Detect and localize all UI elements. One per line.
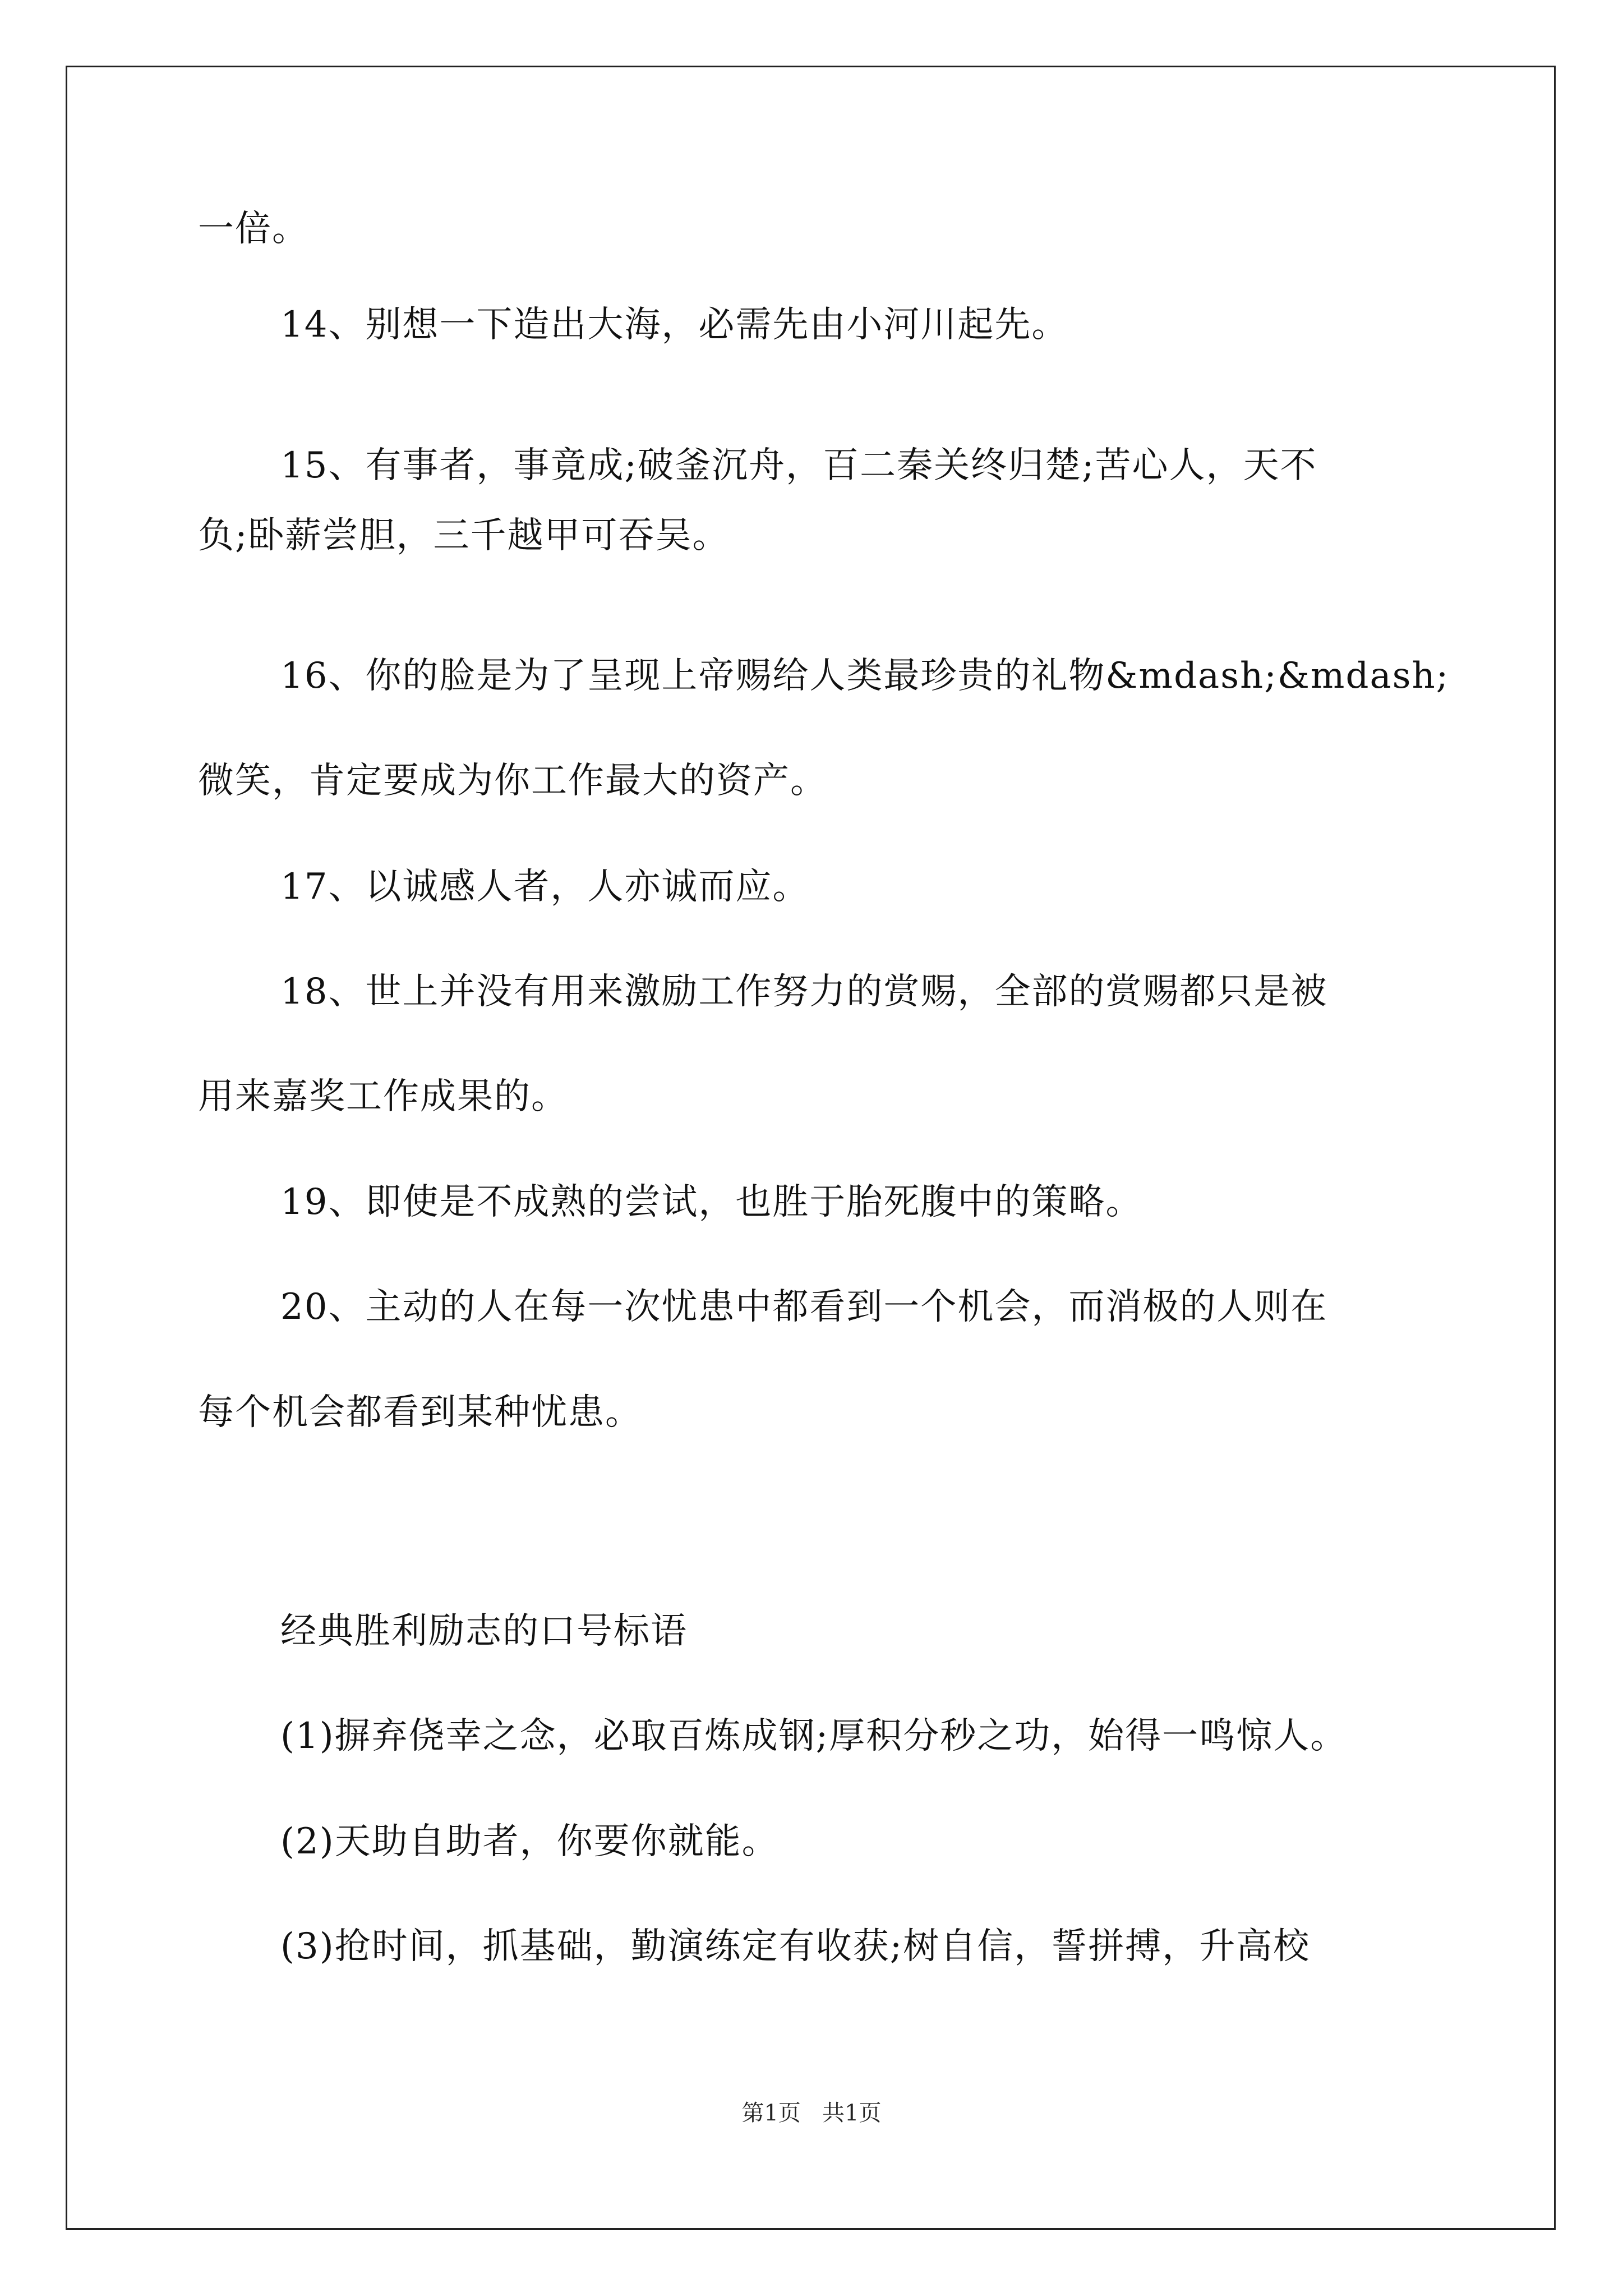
text-line: (3)抢时间，抓基础，勤演练定有收获;树自信，誓拼搏，升高校 xyxy=(280,1926,1311,1967)
text-line: 负;卧薪尝胆，三千越甲可吞吴。 xyxy=(198,515,730,556)
text-line: 20、主动的人在每一次忧患中都看到一个机会，而消极的人则在 xyxy=(280,1286,1328,1328)
text-line: (2)天助自助者，你要你就能。 xyxy=(280,1821,779,1862)
text-line: 15、有事者，事竟成;破釜沉舟，百二秦关终归楚;苦心人，天不 xyxy=(280,445,1317,486)
text-line: 18、世上并没有用来激励工作努力的赏赐，全部的赏赐都只是被 xyxy=(280,971,1328,1013)
text-line: 一倍。 xyxy=(198,208,309,250)
text-line: (1)摒弃侥幸之念，必取百炼成钢;厚积分秒之功，始得一鸣惊人。 xyxy=(280,1715,1348,1757)
page-footer: 第1页 共1页 xyxy=(741,2100,882,2126)
page-frame xyxy=(66,66,1556,2230)
text-line: 用来嘉奖工作成果的。 xyxy=(198,1076,568,1117)
section-heading: 经典胜利励志的口号标语 xyxy=(280,1611,688,1652)
text-line: 16、你的脸是为了呈现上帝赐给人类最珍贵的礼物&mdash;&mdash; xyxy=(280,655,1450,697)
text-line: 19、即使是不成熟的尝试，也胜于胎死腹中的策略。 xyxy=(280,1181,1143,1223)
text-line: 每个机会都看到某种忧患。 xyxy=(198,1392,642,1433)
text-line: 14、别想一下造出大海，必需先由小河川起先。 xyxy=(280,304,1069,346)
text-line: 微笑，肯定要成为你工作最大的资产。 xyxy=(198,760,827,802)
text-line: 17、以诚感人者，人亦诚而应。 xyxy=(280,866,810,908)
